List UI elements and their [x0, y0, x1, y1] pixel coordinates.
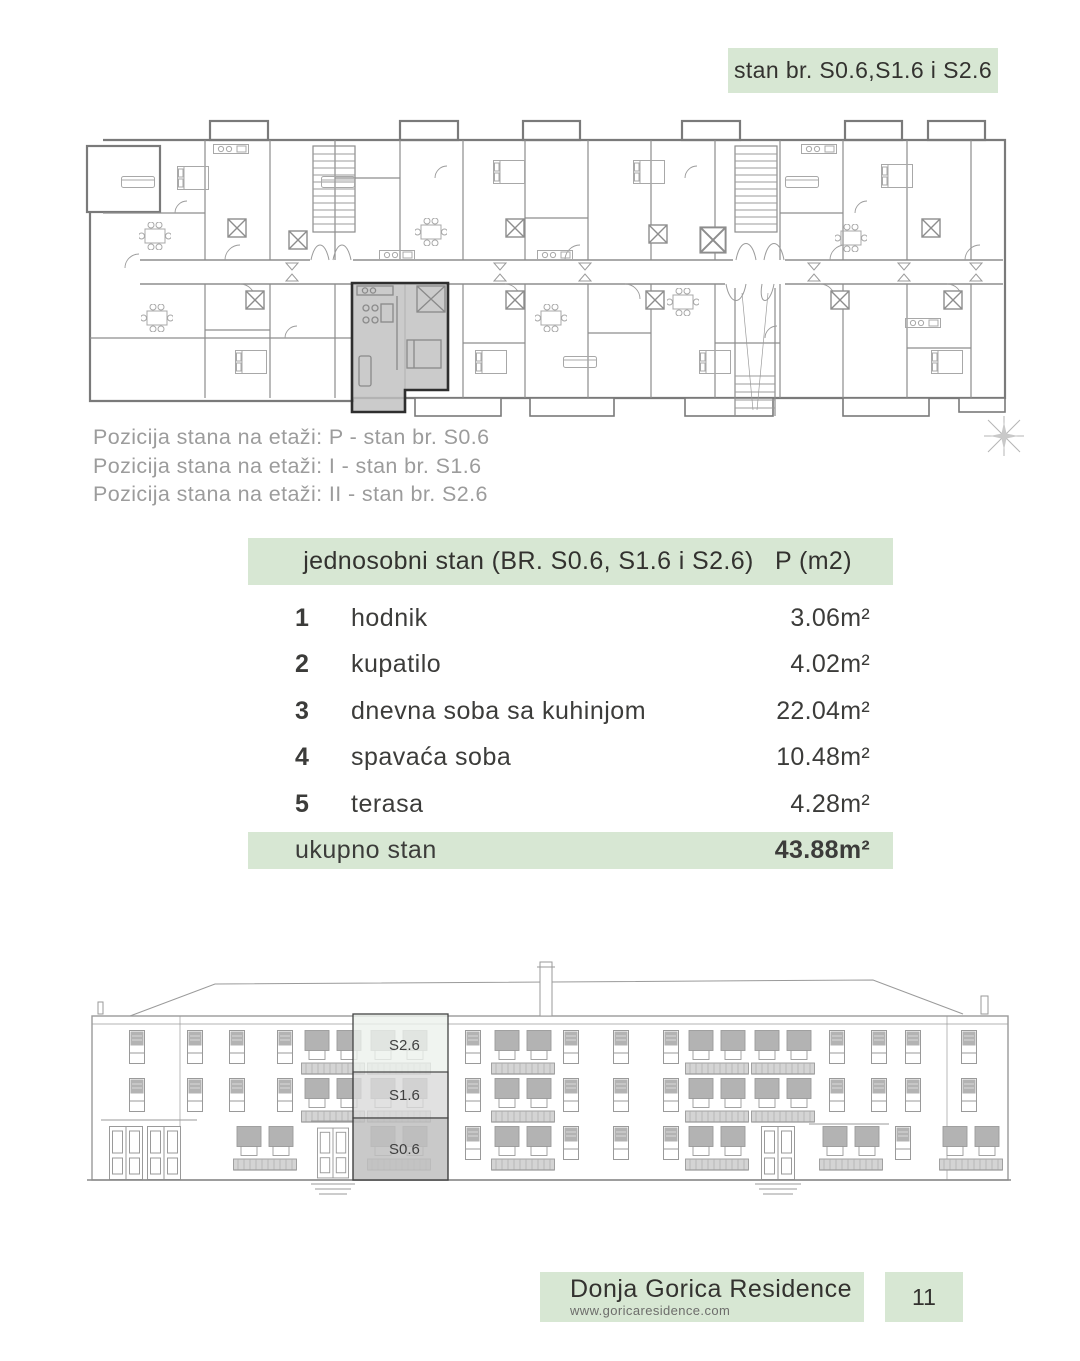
row-number: 1 — [295, 603, 309, 632]
position-captions — [93, 423, 489, 509]
row-label: dnevna soba sa kuhinjom — [351, 696, 647, 725]
row-label: terasa — [351, 789, 424, 818]
plan-furniture — [122, 145, 963, 374]
footer-url: www.goricaresidence.com — [570, 1303, 731, 1318]
apartment-number-badge: stan br. S0.6,S1.6 i S2.6 — [728, 48, 998, 93]
table-area-header: P (m2) — [775, 547, 852, 575]
row-area: 10.48m² — [776, 743, 870, 772]
plan-corridor — [140, 260, 1003, 284]
row-area: 22.04m² — [776, 696, 870, 725]
floor-plan-drawing — [85, 118, 1015, 420]
row-area: 4.28m² — [790, 789, 870, 818]
row-area: 4.02m² — [790, 650, 870, 679]
elevation-highlight-stack — [353, 1014, 448, 1180]
row-label: spavaća soba — [351, 743, 512, 772]
plan-unit-walls — [90, 140, 971, 398]
row-number: 4 — [295, 743, 309, 772]
row-label: hodnik — [351, 603, 428, 632]
elevation-label-s06: S0.6 — [389, 1141, 420, 1158]
position-line-i: Pozicija stana na etaži: I - stan br. S1.6 — [93, 453, 482, 478]
elevation-label-s26: S2.6 — [389, 1037, 420, 1054]
row-number: 3 — [295, 696, 309, 725]
page-number: 11 — [885, 1272, 963, 1322]
elevation-label-s16: S1.6 — [389, 1087, 420, 1104]
area-table-header — [248, 538, 893, 585]
table-total-row — [248, 832, 893, 869]
row-area: 3.06m² — [790, 603, 870, 632]
corridor-triangles — [286, 263, 982, 281]
table-title: jednosobni stan (BR. S0.6, S1.6 i S2.6) — [303, 547, 754, 575]
row-number: 5 — [295, 789, 309, 818]
table-row — [248, 595, 893, 642]
table-row — [248, 688, 893, 735]
table-row — [248, 781, 893, 828]
total-area: 43.88m² — [774, 835, 870, 864]
row-label: kupatilo — [351, 650, 442, 679]
elevation-drawing — [85, 958, 1015, 1203]
footer-title: Donja Gorica Residence — [570, 1275, 852, 1303]
area-table — [248, 538, 893, 869]
highlighted-apartment — [352, 283, 448, 412]
position-line-p: Pozicija stana na etaži: P - stan br. S0.6 — [93, 425, 490, 449]
position-line-ii: Pozicija stana na etaži: II - stan br. S2.6 — [93, 482, 488, 506]
row-number: 2 — [295, 650, 309, 679]
compass-icon — [982, 414, 1026, 458]
table-row — [248, 735, 893, 782]
plan-outer-walls — [87, 121, 1005, 416]
area-table-rows — [248, 585, 893, 828]
table-row — [248, 642, 893, 689]
footer-brand-badge — [540, 1272, 864, 1322]
total-label: ukupno stan — [295, 835, 437, 864]
